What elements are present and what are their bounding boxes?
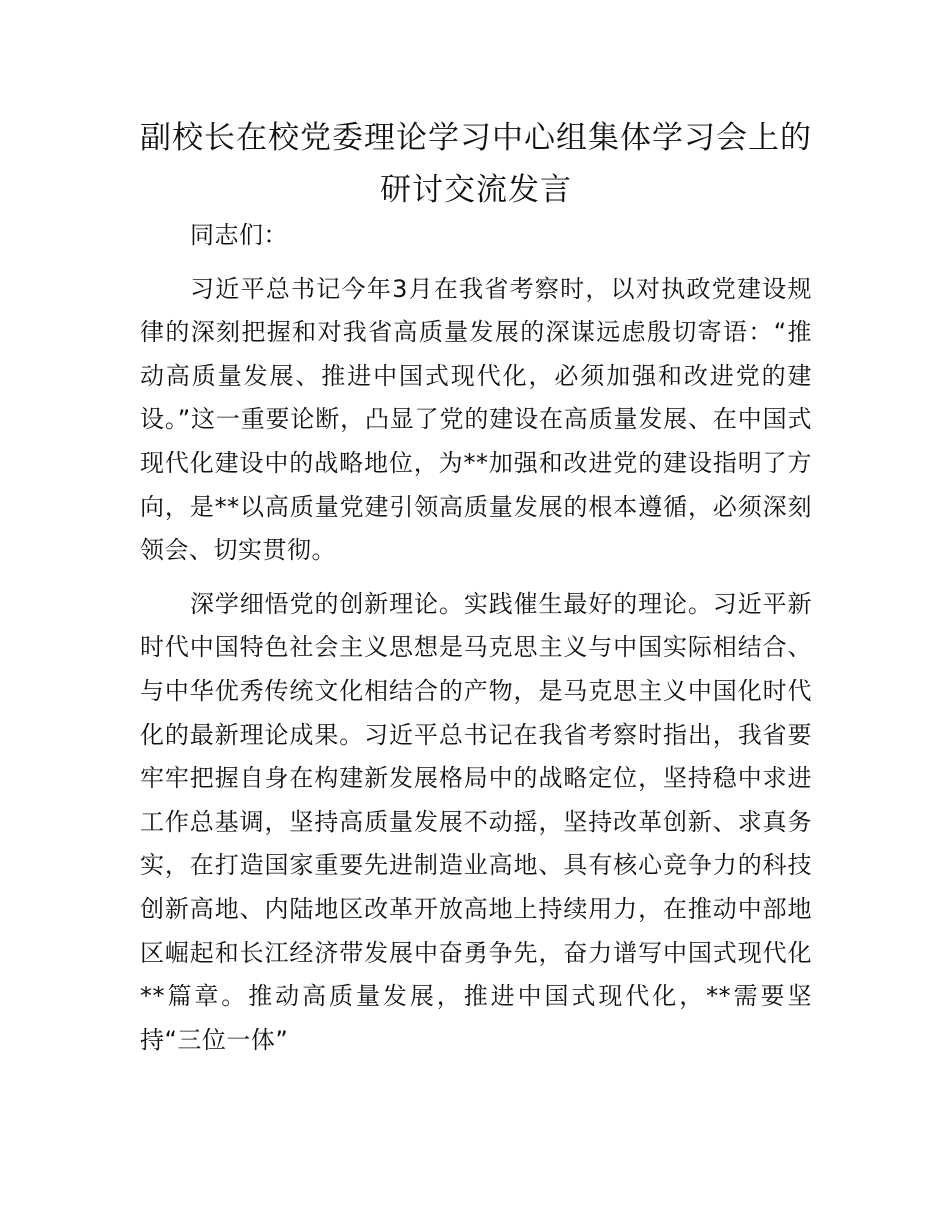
- paragraph-1: 习近平总书记今年3月在我省考察时，以对执政党建设规律的深刻把握和对我省高质量发展的深谋远虑殷切寄语：“推动高质量发展、推进中国式现代化，必须加强和改进党的建设。”这一重要论断，凸显了党的建设在高质量发展、在中国式现代化建设中的战略地位，为**加强和改进党的建设指明了方向，是**以高质量党建引领高质量发展的根本遵循，必须深刻领会、切实贯彻。: [140, 274, 812, 565]
- document-body: [140, 214, 812, 1072]
- paragraph-2: 深学细悟党的创新理论。实践催生最好的理论。习近平新时代中国特色社会主义思想是马克思主义与中国实际相结合、与中华优秀传统文化相结合的产物，是马克思主义中国化时代化的最新理论成果。习近平总书记在我省考察时指出，我省要牢牢把握自身在构建新发展格局中的战略定位，坚持稳中求进工作总基调，坚持高质量发展不动摇，坚持改革创新、求真务实，在打造国家重要先进制造业高地、具有核心竞争力的科技创新高地、内陆地区改革开放高地上持续用力，在推动中部地区崛起和长江经济带发展中奋勇争先，奋力谱写中国式现代化**篇章。推动高质量发展，推进中国式现代化，**需要坚持“三位一体”: [140, 589, 812, 1054]
- salutation: 同志们：: [190, 221, 288, 249]
- document-title: 副校长在校党委理论学习中心组集体学习会上的研讨交流发言: [140, 120, 812, 208]
